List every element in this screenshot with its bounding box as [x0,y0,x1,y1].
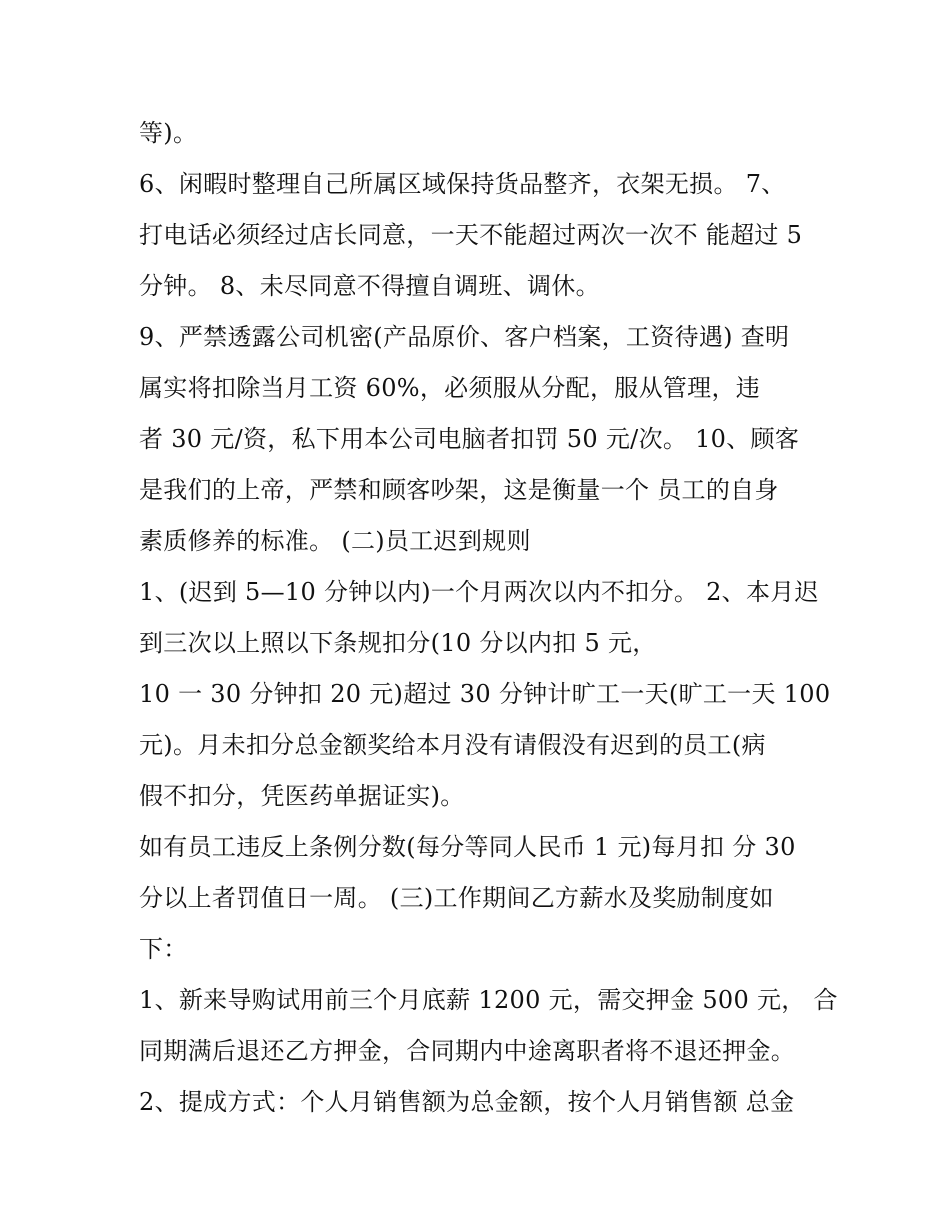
text-line: 下： [139,935,188,963]
text-line: 同期满后退还乙方押金，合同期内中途离职者将不退还押金。 [139,1037,796,1065]
text-line: 等)。 [139,119,198,147]
text-line: 1、新来导购试用前三个月底薪 1200 元，需交押金 500 元， 合 [139,986,838,1014]
text-line: 者 30 元/资，私下用本公司电脑者扣罚 50 元/次。 10、顾客 [139,425,800,453]
text-line: 到三次以上照以下条规扣分(10 分以内扣 5 元， [139,629,657,657]
text-line: 2、提成方式：个人月销售额为总金额，按个人月销售额 总金 [139,1088,795,1116]
document-body [139,108,838,1128]
text-line: 分钟。 8、未尽同意不得擅自调班、调休。 [139,272,600,300]
text-line: 是我们的上帝，严禁和顾客吵架，这是衡量一个 员工的自身 [139,476,779,504]
text-line: 9、严禁透露公司机密(产品原价、客户档案，工资待遇) 查明 [139,323,790,351]
text-line: 分以上者罚值日一周。 (三)工作期间乙方薪水及奖励制度如 [139,884,774,912]
text-line: 素质修养的标准。 (二)员工迟到规则 [139,527,531,555]
text-line: 1、(迟到 5—10 分钟以内)一个月两次以内不扣分。 2、本月迟 [139,578,819,606]
text-line: 假不扣分，凭医药单据证实)。 [139,782,465,810]
text-line: 10 一 30 分钟扣 20 元)超过 30 分钟计旷工一天(旷工一天 100 [139,680,831,708]
text-line: 打电话必须经过店长同意，一天不能超过两次一次不 能超过 5 [139,221,803,249]
text-line: 6、闲暇时整理自己所属区域保持货品整齐，衣架无损。 7、 [139,170,786,198]
text-line: 元)。月未扣分总金额奖给本月没有请假没有迟到的员工(病 [139,731,766,759]
text-line: 如有员工违反上条例分数(每分等同人民币 1 元)每月扣 分 30 [139,833,796,861]
text-line: 属实将扣除当月工资 60%，必须服从分配，服从管理，违 [139,374,761,402]
